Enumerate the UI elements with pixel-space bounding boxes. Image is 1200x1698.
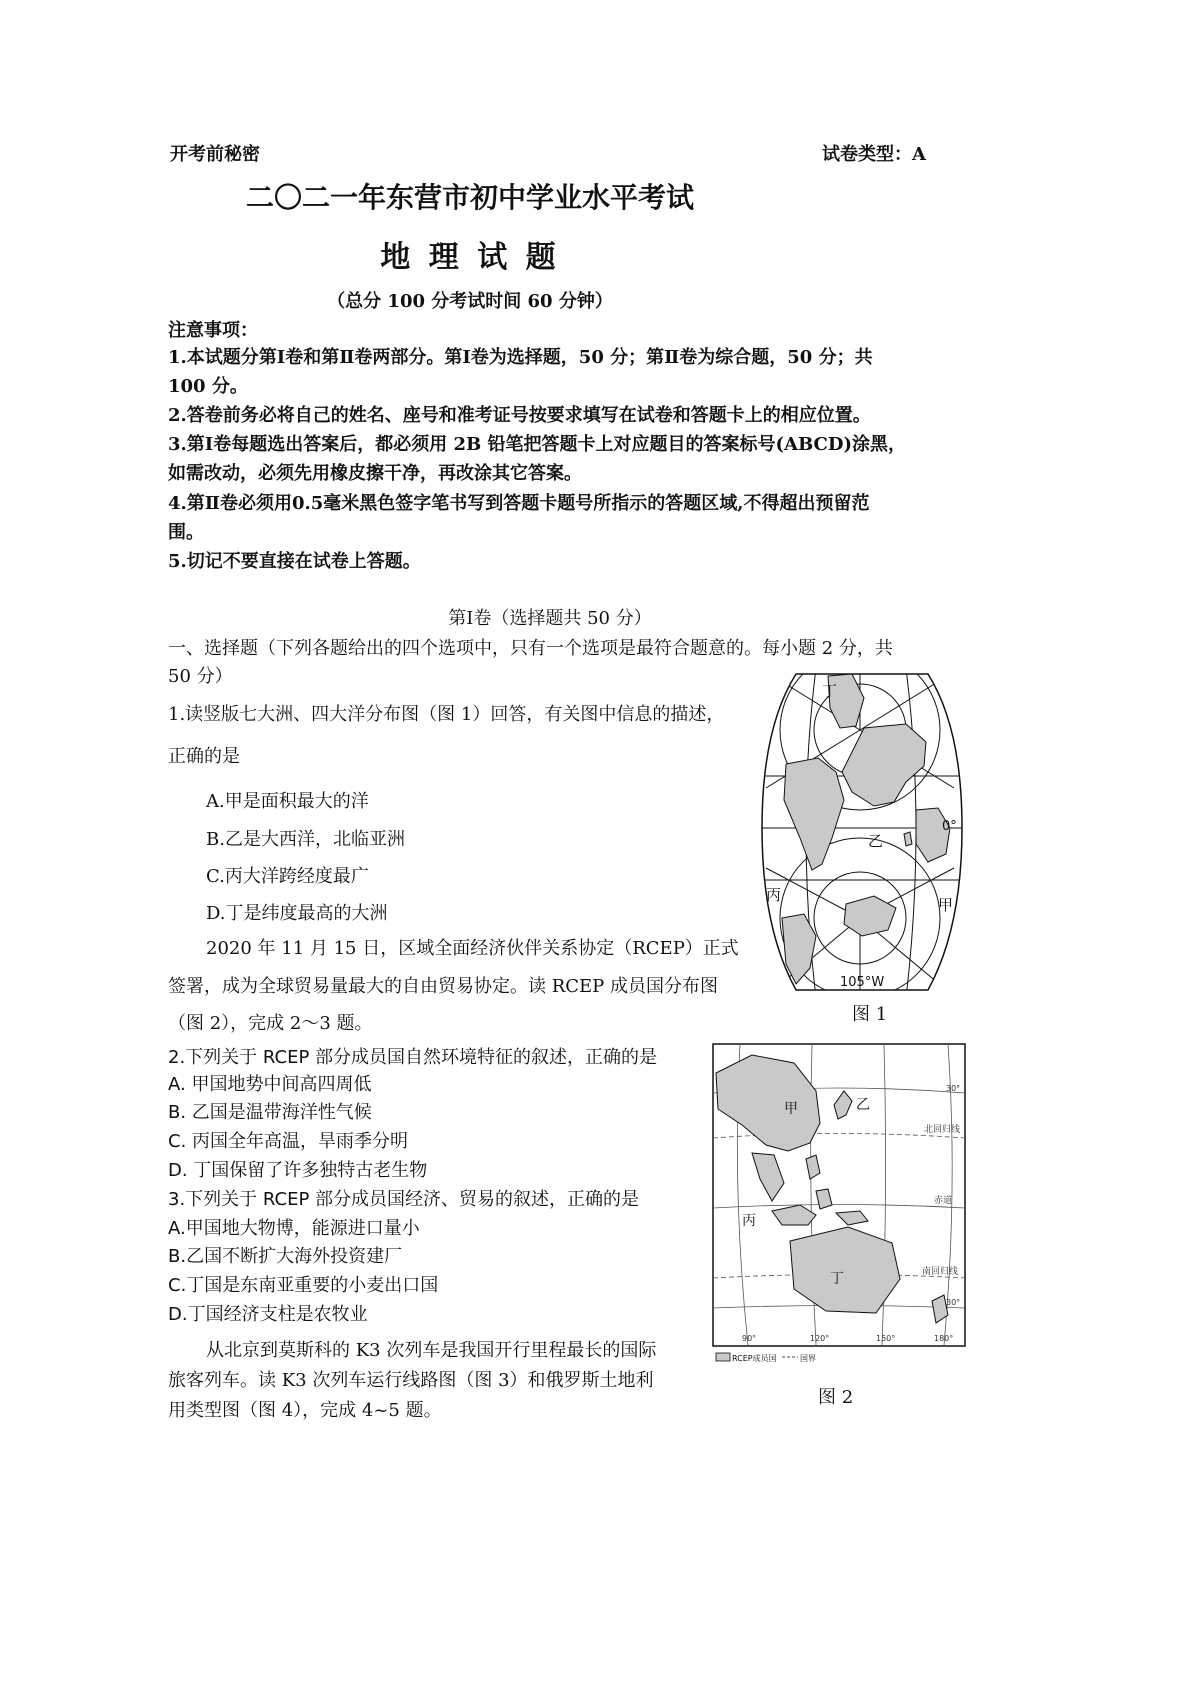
q3-option-d: D.丁国经济支柱是农牧业	[168, 1304, 368, 1325]
fig2-label-30n: 30°	[946, 1084, 961, 1093]
q2-stem: 2.下列关于 RCEP 部分成员国自然环境特征的叙述，正确的是	[168, 1047, 658, 1068]
fig1-label-ding: 丁	[822, 682, 838, 700]
note-line: 5.切记不要直接在试卷上答题。	[168, 551, 421, 572]
note-line: 2.答卷前务必将自己的姓名、座号和准考证号按要求填写在试卷和答题卡上的相应位置。	[168, 405, 871, 426]
confidential-label: 开考前秘密	[170, 144, 260, 165]
fig2-label-equator: 赤道	[934, 1196, 953, 1206]
section-title: 第Ⅰ卷（选择题共 50 分）	[448, 608, 652, 629]
fig2-label-ding: 丁	[830, 1271, 844, 1287]
fig2-label-lon180: 180°	[934, 1334, 954, 1343]
fig2-label-bing: 丙	[742, 1213, 756, 1229]
fig2-label-lon90: 90°	[742, 1334, 757, 1343]
fig1-label-bing: 丙	[766, 886, 782, 904]
notes-heading: 注意事项：	[168, 320, 258, 341]
figure-2-rcep-map	[712, 1043, 966, 1369]
note-line: 1.本试题分第Ⅰ卷和第Ⅱ卷两部分。第Ⅰ卷为选择题，50 分；第Ⅱ卷为综合题，50 分；共	[168, 347, 873, 368]
q2-option-a: A. 甲国地势中间高四周低	[168, 1074, 372, 1095]
q1-option-c: C.丙大洋跨经度最广	[206, 866, 369, 887]
figure-2-caption: 图 2	[818, 1387, 854, 1408]
paper-type-label: 试卷类型：A	[822, 144, 926, 165]
k3-intro: 旅客列车。读 K3 次列车运行线路图（图 3）和俄罗斯土地利	[168, 1370, 654, 1391]
fig1-label-equator: 0°	[942, 819, 957, 834]
fig2-label-yi: 乙	[856, 1097, 870, 1113]
exam-title: 二〇二一年东营市初中学业水平考试	[245, 181, 694, 214]
subject-title: 地 理 试 题	[380, 240, 560, 275]
fig2-label-tropic-south: 南回归线	[922, 1267, 959, 1277]
fig2-label-tropic-north: 北回归线	[924, 1125, 961, 1135]
fig2-label-lon150: 150°	[876, 1334, 896, 1343]
legend-border-label: 国界	[800, 1354, 816, 1363]
note-line: 4.第Ⅱ卷必须用0.5毫米黑色签字笔书写到答题卡题号所指示的答题区域,不得超出预留范	[168, 493, 870, 514]
exam-info: （总分 100 分考试时间 60 分钟）	[327, 291, 613, 312]
q2-option-b: B. 乙国是温带海洋性气候	[168, 1102, 372, 1123]
q3-option-b: B.乙国不断扩大海外投资建厂	[168, 1246, 403, 1267]
rcep-intro: 签署，成为全球贸易量最大的自由贸易协定。读 RCEP 成员国分布图	[168, 976, 719, 997]
q3-stem: 3.下列关于 RCEP 部分成员国经济、贸易的叙述，正确的是	[168, 1189, 640, 1210]
q1-option-b: B.乙是大西洋，北临亚洲	[206, 829, 405, 850]
fig1-label-jia: 甲	[938, 896, 954, 914]
q1-stem: 1.读竖版七大洲、四大洋分布图（图 1）回答，有关图中信息的描述，	[168, 704, 725, 725]
q2-option-d: D. 丁国保留了许多独特古老生物	[168, 1160, 428, 1181]
fig2-label-30s: 30°	[946, 1298, 961, 1307]
k3-intro: 用类型图（图 4），完成 4~5 题。	[168, 1400, 442, 1421]
note-line: 100 分。	[168, 376, 248, 397]
q1-option-d: D.丁是纬度最高的大洲	[206, 903, 388, 924]
q3-option-c: C.丁国是东南亚重要的小麦出口国	[168, 1275, 439, 1296]
q3-option-a: A.甲国地大物博，能源进口量小	[168, 1218, 420, 1239]
note-line: 围。	[168, 522, 204, 543]
fig1-label-longitude: 105°W	[840, 975, 885, 990]
fig2-label-lon120: 120°	[810, 1334, 830, 1343]
fig1-label-yi: 乙	[868, 832, 884, 850]
figure-1-caption: 图 1	[852, 1004, 888, 1025]
rcep-intro: 2020 年 11 月 15 日，区域全面经济伙伴关系协定（RCEP）正式	[206, 938, 739, 959]
q1-option-a: A.甲是面积最大的洋	[206, 791, 369, 812]
rcep-intro: （图 2），完成 2～3 题。	[168, 1013, 373, 1034]
note-line: 如需改动，必须先用橡皮擦干净，再改涂其它答案。	[168, 463, 582, 484]
fig2-label-jia: 甲	[784, 1101, 798, 1117]
q2-option-c: C. 丙国全年高温，旱雨季分明	[168, 1131, 409, 1152]
k3-intro: 从北京到莫斯科的 K3 次列车是我国开行里程最长的国际	[206, 1340, 657, 1361]
section-intro: 一、选择题（下列各题给出的四个选项中，只有一个选项是最符合题意的。每小题 2 分，共	[168, 638, 893, 659]
section-intro: 50 分）	[168, 666, 233, 687]
legend-member-label: RCEP成员国	[732, 1354, 777, 1363]
note-line: 3.第Ⅰ卷每题选出答案后，都必须用 2B 铅笔把答题卡上对应题目的答案标号(ABCD)涂黑，	[168, 434, 906, 455]
legend-member-swatch	[716, 1353, 730, 1361]
figure-1-world-map	[756, 668, 968, 998]
q1-stem: 正确的是	[168, 746, 240, 767]
